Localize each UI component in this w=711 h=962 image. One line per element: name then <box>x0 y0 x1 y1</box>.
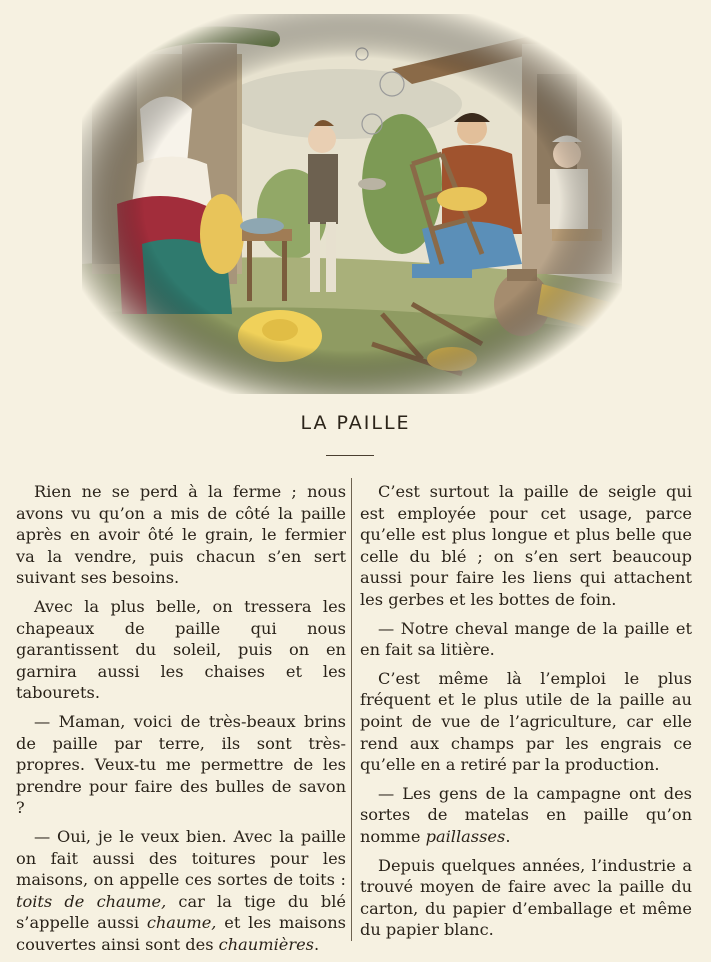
text-run: Avec la plus belle, on tressera les chapeaux de paille qui nous garantissent du soleil, puis on en garnira aussi les chaises et les tabourets. <box>16 596 346 703</box>
text-run: et les maisons couvertes ainsi sont des <box>16 913 346 954</box>
text-run: Depuis quelques années, l’industrie a trouvé moyen de faire avec la paille du carton, du papier d’emballage et même du papier blanc. <box>360 855 692 940</box>
right-column <box>360 481 692 948</box>
paragraph <box>360 783 692 848</box>
title-divider <box>326 455 374 456</box>
text-run: — Maman, voici de très-beaux brins de paille par terre, ils sont très-propres. Veux-tu me permettre de les prendre pour faire des bulles de savon ? <box>16 711 346 818</box>
paragraph <box>16 596 346 704</box>
italic-term: toits de chaume, <box>16 891 167 911</box>
text-run: C’est même là l’emploi le plus fréquent et le plus utile de la paille au point de vue de l’agriculture, car elle rend aux champs par les engrais ce qu’elle en a retiré par la production. <box>360 668 692 775</box>
paragraph <box>16 481 346 589</box>
farm-straw-illustration <box>82 14 622 394</box>
paragraph <box>360 668 692 776</box>
text-run: C’est surtout la paille de seigle qui est employée pour cet usage, parce qu’elle est plus longue et plus belle que celle du blé ; on s’en sert beaucoup aussi pour faire les liens qui attachent les gerbes et les bottes de foin. <box>360 482 692 609</box>
text-run: . <box>313 934 320 954</box>
italic-term: chaume, <box>146 913 217 933</box>
text-run: Rien ne se perd à la ferme ; nous avons vu qu’on a mis de côté la paille après en avoir ôté le grain, le fermier va la vendre, puis chacun s’en sert suivant ses besoins. <box>16 482 346 588</box>
paragraph <box>16 711 346 819</box>
text-run: — Notre cheval mange de la paille et en fait sa litière. <box>360 618 692 660</box>
text-run: — Oui, je le veux bien. Avec la paille on fait aussi des toitures pour les maisons, on appelle ces sortes de toits : <box>16 826 346 890</box>
text-run: — Les gens de la campagne ont des sortes de matelas en paille qu’on nomme <box>360 783 692 846</box>
page-title: LA PAILLE <box>300 412 411 434</box>
left-column <box>16 481 346 962</box>
text-run: car la tige du blé s’appelle aussi <box>16 891 346 933</box>
paragraph <box>360 618 692 661</box>
paragraph <box>360 855 692 941</box>
text-run: . <box>505 826 511 846</box>
italic-term: paillasses <box>425 826 506 846</box>
paragraph <box>360 481 692 611</box>
italic-term: chaumières <box>218 934 314 954</box>
paragraph <box>16 826 346 956</box>
column-divider <box>351 478 352 941</box>
